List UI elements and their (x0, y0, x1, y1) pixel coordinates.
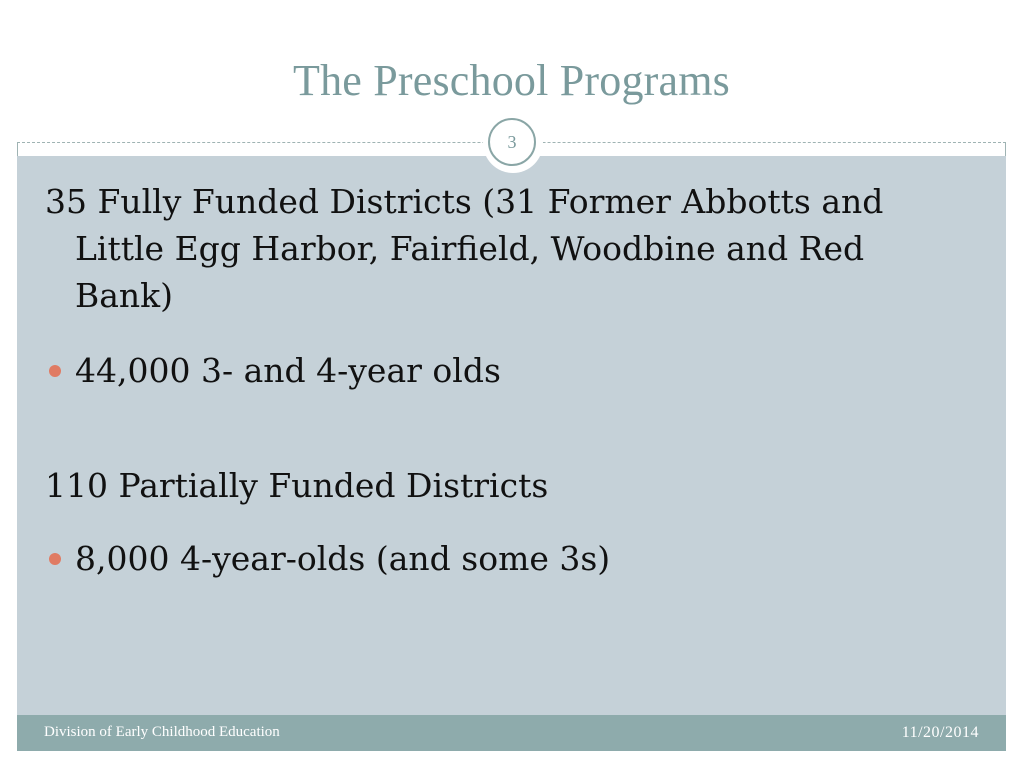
bullet-item (45, 535, 945, 582)
bullet-text: 44,000 3- and 4-year olds (75, 351, 501, 390)
footer-organization: Division of Early Childhood Education (44, 724, 280, 740)
section-heading: 110 Partially Funded Districts (45, 466, 549, 505)
section-partially-funded (45, 462, 945, 509)
section-fully-funded (45, 178, 945, 319)
footer-date: 11/20/2014 (901, 724, 979, 741)
bullet-dot-icon (49, 365, 61, 377)
slide-number: 3 (488, 118, 536, 166)
bullet-text: 8,000 4-year-olds (and some 3s) (75, 539, 611, 578)
slide-footer (17, 715, 1006, 751)
section-heading: 35 Fully Funded Districts (31 Former Abbotts and Little Egg Harbor, Fairfield, Woodbine and Red Bank) (45, 182, 884, 315)
bullet-item (45, 347, 945, 394)
slide-title: The Preschool Programs (293, 56, 730, 105)
bullet-dot-icon (49, 553, 61, 565)
